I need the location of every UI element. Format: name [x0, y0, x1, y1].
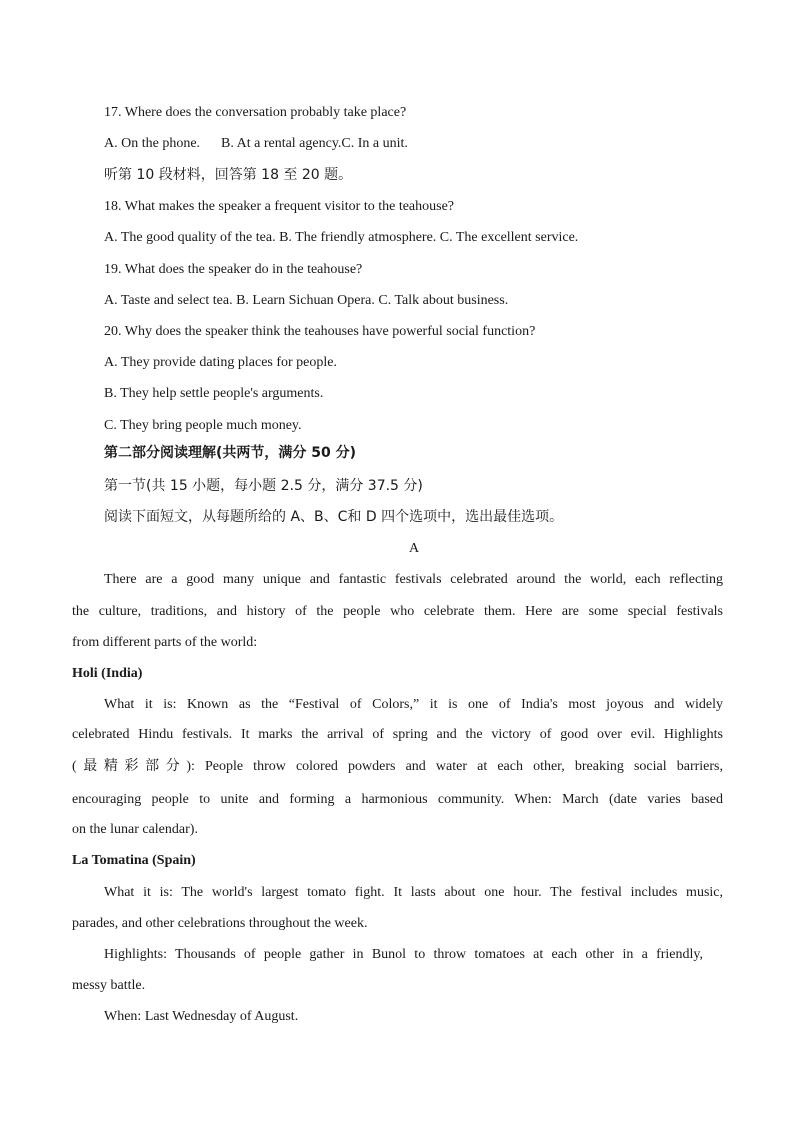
question-19: 19. What does the speaker do in the teahouse? [104, 262, 363, 277]
holi-line-5: on the lunar calendar). [72, 822, 198, 837]
tomatina-line-2: parades, and other celebrations throughout the week. [72, 916, 368, 931]
question-20-option-b: B. They help settle people's arguments. [104, 386, 324, 401]
section-one-title: 第一节(共 15 小题，每小题 2.5 分，满分 37.5 分) [104, 478, 423, 494]
holi-line-2: celebrated Hindu festivals. It marks the arrival of spring and the victory of good over evil. Highlights [72, 727, 723, 742]
question-18: 18. What makes the speaker a frequent visitor to the teahouse? [104, 199, 455, 214]
question-20-option-c: C. They bring people much money. [104, 418, 302, 433]
tomatina-title: La Tomatina (Spain) [72, 853, 196, 868]
tomatina-line-1: What it is: The world's largest tomato fight. It lasts about one hour. The festival includes music, [104, 885, 723, 900]
question-20-option-a: A. They provide dating places for people. [104, 355, 338, 370]
question-18-options: A. The good quality of the tea. B. The friendly atmosphere. C. The excellent service. [104, 230, 579, 245]
question-17: 17. Where does the conversation probably take place? [104, 105, 407, 120]
tomatina-line-5: When: Last Wednesday of August. [104, 1009, 299, 1024]
holi-line-4: encouraging people to unite and forming a harmonious community. When: March (date varies based [72, 792, 723, 807]
tomatina-line-3: Highlights: Thousands of people gather in Bunol to throw tomatoes at each other in a friendly, [104, 947, 703, 962]
section-10-instruction: 听第 10 段材料，回答第 18 至 20 题。 [104, 167, 353, 183]
intro-line-3: from different parts of the world: [72, 635, 258, 650]
question-20: 20. Why does the speaker think the teahouses have powerful social function? [104, 324, 536, 339]
intro-line-2: the culture, traditions, and history of the people who celebrate them. Here are some special festivals [72, 604, 723, 619]
holi-line-3: (最精彩部分): People throw colored powders and water at each other, breaking social barriers, [72, 759, 723, 774]
part-two-title: 第二部分阅读理解(共两节，满分 50 分) [104, 445, 357, 461]
tomatina-line-4: messy battle. [72, 978, 146, 993]
passage-label: A [408, 541, 420, 556]
holi-title: Holi (India) [72, 666, 143, 681]
reading-instruction: 阅读下面短文，从每题所给的 A、B、C和 D 四个选项中，选出最佳选项。 [104, 509, 564, 525]
question-17-options: A. On the phone. B. At a rental agency.C. In a unit. [104, 136, 408, 151]
intro-line-1: There are a good many unique and fantastic festivals celebrated around the world, each reflecting [104, 572, 723, 587]
holi-line-1: What it is: Known as the “Festival of Colors,” it is one of India's most joyous and widely [104, 697, 723, 712]
question-19-options: A. Taste and select tea. B. Learn Sichuan Opera. C. Talk about business. [104, 293, 509, 308]
